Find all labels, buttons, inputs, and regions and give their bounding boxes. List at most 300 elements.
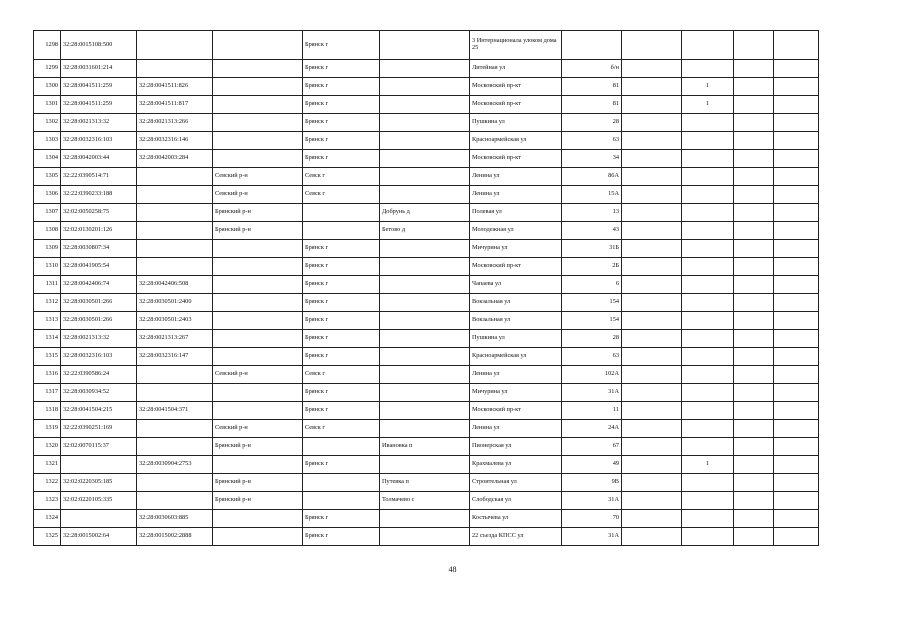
table-row	[34, 204, 819, 222]
empty-cell	[622, 348, 682, 366]
object-cadastral-number-cell: 32:28:0041511:817	[137, 96, 213, 114]
district-cell	[213, 384, 303, 402]
empty-cell	[622, 492, 682, 510]
empty-cell	[774, 114, 819, 132]
flag-cell	[682, 60, 734, 78]
house-number-cell: 15А	[562, 186, 622, 204]
street-cell: Костычева ул	[470, 510, 562, 528]
empty-cell	[622, 258, 682, 276]
object-cadastral-number-cell	[137, 60, 213, 78]
row-number-cell: 1325	[34, 528, 61, 546]
district-cell	[213, 276, 303, 294]
empty-cell	[622, 78, 682, 96]
cadastral-number-cell: 32:28:0015002:64	[61, 528, 137, 546]
object-cadastral-number-cell	[137, 474, 213, 492]
flag-cell	[682, 31, 734, 60]
street-cell: Мичурина ул	[470, 240, 562, 258]
house-number-cell: 31А	[562, 528, 622, 546]
object-cadastral-number-cell: 32:28:0041511:826	[137, 78, 213, 96]
cadastral-number-cell: 32:28:0041905:54	[61, 258, 137, 276]
flag-cell	[682, 492, 734, 510]
empty-cell	[622, 186, 682, 204]
district-cell: Севский р-н	[213, 168, 303, 186]
empty-cell	[774, 420, 819, 438]
empty-cell	[774, 312, 819, 330]
table-row	[34, 312, 819, 330]
settlement-cell: Ивановка п	[380, 438, 470, 456]
house-number-cell: 49	[562, 456, 622, 474]
district-cell	[213, 150, 303, 168]
table-row	[34, 348, 819, 366]
street-cell: Строительная ул	[470, 474, 562, 492]
street-cell: Пушкина ул	[470, 114, 562, 132]
cadastral-number-cell: 32:28:0032316:103	[61, 348, 137, 366]
table-row	[34, 186, 819, 204]
cadastral-number-cell: 32:28:0030501:266	[61, 312, 137, 330]
cadastral-number-cell: 32:28:0041511:259	[61, 96, 137, 114]
empty-cell	[774, 294, 819, 312]
street-cell: Полевая ул	[470, 204, 562, 222]
settlement-cell	[380, 31, 470, 60]
row-number-cell: 1308	[34, 222, 61, 240]
flag-cell	[682, 312, 734, 330]
street-cell: Ленина ул	[470, 420, 562, 438]
district-cell	[213, 31, 303, 60]
settlement-cell	[380, 186, 470, 204]
empty-cell	[622, 510, 682, 528]
settlement-cell	[380, 258, 470, 276]
street-cell: Ленина ул	[470, 366, 562, 384]
empty-cell	[734, 510, 774, 528]
house-number-cell: 67	[562, 438, 622, 456]
empty-cell	[774, 474, 819, 492]
house-number-cell: 9В	[562, 474, 622, 492]
cadastral-number-cell: 32:02:0220305:185	[61, 474, 137, 492]
flag-cell	[682, 384, 734, 402]
street-cell: Красноармейская ул	[470, 132, 562, 150]
flag-cell	[682, 510, 734, 528]
empty-cell	[734, 240, 774, 258]
city-cell: Брянск г	[303, 150, 380, 168]
empty-cell	[734, 384, 774, 402]
district-cell: Брянский р-н	[213, 492, 303, 510]
empty-cell	[622, 60, 682, 78]
district-cell	[213, 528, 303, 546]
district-cell	[213, 78, 303, 96]
house-number-cell: 6	[562, 276, 622, 294]
object-cadastral-number-cell: 32:28:0030904:2753	[137, 456, 213, 474]
flag-cell: 1	[682, 78, 734, 96]
empty-cell	[734, 456, 774, 474]
street-cell: Московский пр-кт	[470, 402, 562, 420]
flag-cell	[682, 528, 734, 546]
city-cell: Брянск г	[303, 312, 380, 330]
flag-cell	[682, 438, 734, 456]
city-cell: Брянск г	[303, 456, 380, 474]
cadastral-number-cell	[61, 510, 137, 528]
city-cell	[303, 492, 380, 510]
empty-cell	[734, 204, 774, 222]
house-number-cell	[562, 31, 622, 60]
table-row	[34, 114, 819, 132]
table-row	[34, 258, 819, 276]
object-cadastral-number-cell: 32:28:0032316:146	[137, 132, 213, 150]
district-cell	[213, 132, 303, 150]
table-row	[34, 420, 819, 438]
table-row	[34, 528, 819, 546]
row-number-cell: 1310	[34, 258, 61, 276]
empty-cell	[622, 132, 682, 150]
table-row	[34, 132, 819, 150]
object-cadastral-number-cell: 32:28:0032316:147	[137, 348, 213, 366]
house-number-cell: 63	[562, 348, 622, 366]
settlement-cell	[380, 276, 470, 294]
empty-cell	[622, 31, 682, 60]
house-number-cell: 43	[562, 222, 622, 240]
house-number-cell: 102А	[562, 366, 622, 384]
city-cell: Брянск г	[303, 384, 380, 402]
district-cell	[213, 510, 303, 528]
empty-cell	[734, 186, 774, 204]
street-cell: Пушкина ул	[470, 330, 562, 348]
house-number-cell: 154	[562, 294, 622, 312]
city-cell	[303, 222, 380, 240]
district-cell	[213, 294, 303, 312]
cadastral-number-cell: 32:22:0390586:24	[61, 366, 137, 384]
house-number-cell: 86А	[562, 168, 622, 186]
empty-cell	[734, 96, 774, 114]
city-cell: Севск г	[303, 168, 380, 186]
street-cell: Мичурина ул	[470, 384, 562, 402]
object-cadastral-number-cell: 32:28:0030603:885	[137, 510, 213, 528]
empty-cell	[622, 366, 682, 384]
city-cell: Брянск г	[303, 258, 380, 276]
empty-cell	[622, 420, 682, 438]
empty-cell	[774, 258, 819, 276]
table-row	[34, 384, 819, 402]
street-cell: Литейная ул	[470, 60, 562, 78]
cadastral-number-cell: 32:02:0050258:75	[61, 204, 137, 222]
cadastral-number-cell: 32:28:0031601:214	[61, 60, 137, 78]
flag-cell	[682, 348, 734, 366]
object-cadastral-number-cell	[137, 420, 213, 438]
table-row	[34, 96, 819, 114]
table-row	[34, 60, 819, 78]
street-cell: Ленина ул	[470, 186, 562, 204]
street-cell: Московский пр-кт	[470, 96, 562, 114]
cadastral-number-cell	[61, 456, 137, 474]
empty-cell	[622, 294, 682, 312]
table-body	[34, 31, 819, 546]
settlement-cell: Бетово д	[380, 222, 470, 240]
object-cadastral-number-cell: 32:28:0030501:2403	[137, 312, 213, 330]
city-cell: Брянск г	[303, 276, 380, 294]
empty-cell	[622, 474, 682, 492]
empty-cell	[734, 366, 774, 384]
street-cell: Крахмалева ул	[470, 456, 562, 474]
empty-cell	[774, 456, 819, 474]
city-cell: Брянск г	[303, 348, 380, 366]
empty-cell	[622, 384, 682, 402]
house-number-cell: 2Б	[562, 258, 622, 276]
empty-cell	[774, 402, 819, 420]
settlement-cell	[380, 348, 470, 366]
settlement-cell	[380, 402, 470, 420]
object-cadastral-number-cell: 32:28:0042406:508	[137, 276, 213, 294]
object-cadastral-number-cell	[137, 222, 213, 240]
settlement-cell	[380, 168, 470, 186]
empty-cell	[774, 96, 819, 114]
table-row	[34, 456, 819, 474]
empty-cell	[622, 240, 682, 258]
empty-cell	[774, 186, 819, 204]
street-cell: Слободская ул	[470, 492, 562, 510]
table-row	[34, 402, 819, 420]
cadastral-number-cell: 32:22:0390251:169	[61, 420, 137, 438]
empty-cell	[734, 222, 774, 240]
empty-cell	[622, 222, 682, 240]
empty-cell	[622, 402, 682, 420]
cadastral-number-cell: 32:22:0390233:188	[61, 186, 137, 204]
house-number-cell: 34	[562, 150, 622, 168]
empty-cell	[774, 78, 819, 96]
settlement-cell	[380, 132, 470, 150]
row-number-cell: 1316	[34, 366, 61, 384]
street-cell: 22 съезда КПСС ул	[470, 528, 562, 546]
flag-cell	[682, 168, 734, 186]
row-number-cell: 1318	[34, 402, 61, 420]
empty-cell	[774, 150, 819, 168]
settlement-cell	[380, 78, 470, 96]
empty-cell	[734, 132, 774, 150]
street-cell: Молодежная ул	[470, 222, 562, 240]
row-number-cell: 1300	[34, 78, 61, 96]
row-number-cell: 1314	[34, 330, 61, 348]
settlement-cell: Путевка п	[380, 474, 470, 492]
district-cell: Севский р-н	[213, 186, 303, 204]
empty-cell	[774, 438, 819, 456]
empty-cell	[774, 240, 819, 258]
street-cell: Ленина ул	[470, 168, 562, 186]
settlement-cell: Толмачево с	[380, 492, 470, 510]
object-cadastral-number-cell	[137, 186, 213, 204]
row-number-cell: 1303	[34, 132, 61, 150]
cadastral-number-cell: 32:28:0030501:266	[61, 294, 137, 312]
row-number-cell: 1322	[34, 474, 61, 492]
empty-cell	[734, 312, 774, 330]
district-cell	[213, 456, 303, 474]
empty-cell	[774, 204, 819, 222]
flag-cell	[682, 150, 734, 168]
city-cell: Брянск г	[303, 294, 380, 312]
row-number-cell: 1306	[34, 186, 61, 204]
street-cell: Московский пр-кт	[470, 78, 562, 96]
cadastral-number-cell: 32:02:0070115:37	[61, 438, 137, 456]
flag-cell	[682, 366, 734, 384]
row-number-cell: 1302	[34, 114, 61, 132]
house-number-cell: 31А	[562, 384, 622, 402]
cadastral-number-cell: 32:28:0042406:74	[61, 276, 137, 294]
settlement-cell	[380, 60, 470, 78]
city-cell	[303, 474, 380, 492]
city-cell: Брянск г	[303, 78, 380, 96]
flag-cell	[682, 402, 734, 420]
row-number-cell: 1313	[34, 312, 61, 330]
city-cell: Брянск г	[303, 132, 380, 150]
empty-cell	[622, 150, 682, 168]
city-cell: Брянск г	[303, 510, 380, 528]
street-cell: 3 Интернационала улоком дома 25	[470, 31, 562, 60]
district-cell	[213, 114, 303, 132]
empty-cell	[774, 510, 819, 528]
table-row	[34, 31, 819, 60]
empty-cell	[774, 384, 819, 402]
table-row	[34, 222, 819, 240]
row-number-cell: 1321	[34, 456, 61, 474]
cadastral-number-cell: 32:28:0015108:500	[61, 31, 137, 60]
empty-cell	[774, 168, 819, 186]
settlement-cell	[380, 150, 470, 168]
empty-cell	[734, 438, 774, 456]
row-number-cell: 1324	[34, 510, 61, 528]
empty-cell	[622, 528, 682, 546]
district-cell	[213, 96, 303, 114]
house-number-cell: 31Б	[562, 240, 622, 258]
settlement-cell	[380, 96, 470, 114]
empty-cell	[622, 204, 682, 222]
object-cadastral-number-cell	[137, 258, 213, 276]
object-cadastral-number-cell	[137, 240, 213, 258]
table-row	[34, 330, 819, 348]
empty-cell	[734, 348, 774, 366]
object-cadastral-number-cell	[137, 168, 213, 186]
settlement-cell	[380, 330, 470, 348]
row-number-cell: 1301	[34, 96, 61, 114]
settlement-cell	[380, 294, 470, 312]
cadastral-number-cell: 32:22:0390514:71	[61, 168, 137, 186]
city-cell: Брянск г	[303, 330, 380, 348]
flag-cell	[682, 114, 734, 132]
house-number-cell: б/н	[562, 60, 622, 78]
empty-cell	[622, 438, 682, 456]
empty-cell	[774, 31, 819, 60]
object-cadastral-number-cell	[137, 384, 213, 402]
empty-cell	[734, 168, 774, 186]
object-cadastral-number-cell: 32:28:0042003:284	[137, 150, 213, 168]
row-number-cell: 1320	[34, 438, 61, 456]
flag-cell	[682, 222, 734, 240]
empty-cell	[774, 60, 819, 78]
settlement-cell	[380, 366, 470, 384]
house-number-cell: 28	[562, 330, 622, 348]
district-cell: Брянский р-н	[213, 438, 303, 456]
house-number-cell: 24А	[562, 420, 622, 438]
house-number-cell: 81	[562, 78, 622, 96]
empty-cell	[774, 222, 819, 240]
empty-cell	[622, 114, 682, 132]
flag-cell	[682, 240, 734, 258]
flag-cell	[682, 276, 734, 294]
cadastral-number-cell: 32:28:0042003:44	[61, 150, 137, 168]
district-cell	[213, 402, 303, 420]
house-number-cell: 63	[562, 132, 622, 150]
empty-cell	[774, 528, 819, 546]
cadastral-number-cell: 32:28:0041504:215	[61, 402, 137, 420]
table-row	[34, 438, 819, 456]
row-number-cell: 1298	[34, 31, 61, 60]
house-number-cell: 81	[562, 96, 622, 114]
cadastral-number-cell: 32:28:0030934:52	[61, 384, 137, 402]
empty-cell	[774, 348, 819, 366]
street-cell: Красноармейская ул	[470, 348, 562, 366]
city-cell: Севск г	[303, 186, 380, 204]
empty-cell	[734, 258, 774, 276]
empty-cell	[622, 312, 682, 330]
city-cell: Брянск г	[303, 31, 380, 60]
page-number: 48	[448, 565, 457, 574]
street-cell: Чапаева ул	[470, 276, 562, 294]
row-number-cell: 1317	[34, 384, 61, 402]
row-number-cell: 1311	[34, 276, 61, 294]
settlement-cell	[380, 420, 470, 438]
table-row	[34, 294, 819, 312]
empty-cell	[734, 60, 774, 78]
street-cell: Вокзальная ул	[470, 312, 562, 330]
cadastral-number-cell: 32:28:0021313:32	[61, 330, 137, 348]
flag-cell	[682, 330, 734, 348]
house-number-cell: 13	[562, 204, 622, 222]
row-number-cell: 1319	[34, 420, 61, 438]
cadastral-number-cell: 32:28:0021313:32	[61, 114, 137, 132]
cadastral-number-cell: 32:02:0130201:126	[61, 222, 137, 240]
row-number-cell: 1305	[34, 168, 61, 186]
object-cadastral-number-cell: 32:28:0030501:2400	[137, 294, 213, 312]
city-cell: Брянск г	[303, 528, 380, 546]
table-row	[34, 492, 819, 510]
city-cell	[303, 438, 380, 456]
district-cell	[213, 330, 303, 348]
cadastral-number-cell: 32:02:0220105:335	[61, 492, 137, 510]
city-cell: Брянск г	[303, 402, 380, 420]
flag-cell	[682, 186, 734, 204]
empty-cell	[734, 528, 774, 546]
table-row	[34, 366, 819, 384]
district-cell	[213, 60, 303, 78]
settlement-cell	[380, 384, 470, 402]
empty-cell	[622, 276, 682, 294]
empty-cell	[774, 330, 819, 348]
flag-cell	[682, 258, 734, 276]
street-cell: Вокзальная ул	[470, 294, 562, 312]
object-cadastral-number-cell	[137, 492, 213, 510]
object-cadastral-number-cell: 32:28:0021313:267	[137, 330, 213, 348]
empty-cell	[774, 132, 819, 150]
table-row	[34, 78, 819, 96]
flag-cell	[682, 474, 734, 492]
district-cell	[213, 240, 303, 258]
empty-cell	[622, 330, 682, 348]
street-cell: Пионерская ул	[470, 438, 562, 456]
cadastral-number-cell: 32:28:0032316:103	[61, 132, 137, 150]
empty-cell	[734, 402, 774, 420]
settlement-cell	[380, 456, 470, 474]
district-cell: Брянский р-н	[213, 222, 303, 240]
object-cadastral-number-cell: 32:28:0021313:266	[137, 114, 213, 132]
row-number-cell: 1309	[34, 240, 61, 258]
empty-cell	[734, 78, 774, 96]
district-cell: Севский р-н	[213, 366, 303, 384]
empty-cell	[734, 294, 774, 312]
